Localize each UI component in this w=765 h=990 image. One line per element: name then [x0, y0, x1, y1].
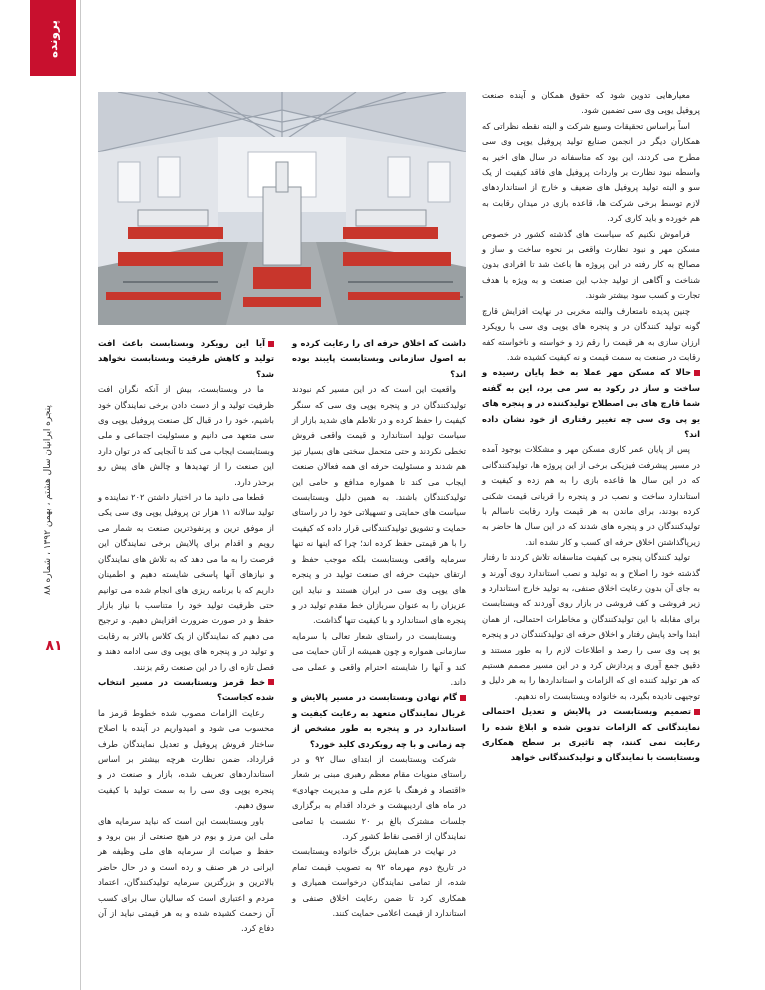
question-text: آیا این رویکرد وبستابست باعث افت تولید و کاهش ظرفیت وبستابست نخواهد شد؟ [98, 338, 274, 379]
interview-question [98, 675, 274, 706]
question-text: گام نهادن وبستابست در مسیر پالایش و غربال نمایندگان متعهد به رعایت کیفیت و استاندارد در و پنجره به طور مشخص از چه زمانی و با چه رویکردی کلید خورد؟ [292, 692, 466, 749]
paragraph: پس از پایان عمر کاری مسکن مهر و مشکلات بوجود آمده در مسیر پیشرفت فیزیکی برخی از این پروژه ها، تولیدکنندگانی که در این سال ها قاعده بازی را به هم زده و کیفیت و استاندارد ساخت و نصب در و پنجره را قربانی قیمت شکنی کرده بودند، برای ماندن به هر قیمت وارد رقابت ناسالم با تولیدکنندگان در و پنجره های شدند که در این سال ها حاضر به زیرپاگذاشتن اخلاق حرفه ای کسب و کار نشده اند. [482, 444, 700, 547]
paragraph: قطعا می دانید ما در اختیار داشتن ۲۰۲ نماینده و تولید سالانه ۱۱ هزار تن پروفیل یوپی وی سی یکی از موفق ترین و پرنفوذترین صنعت به شمار می رویم و اقدام برای پالایش برخی نمایندگان این فرصت را به ما می دهد که به تلاش های نمایندگان و نیازهای آنها پاسخی شایسته دهیم و اطمینان داریم که با برنامه ریزی های انجام شده می توانیم حتی ظرفیت تولید خود را متناسب با نیاز بازار حفظ و در صورت ضرورت افزایش دهیم. و ترجیح می دهیم که نمایندگان از یک کلاس بالاتر به رقابت و تولید در و پنجره های یوپی وی سی ادامه دهند و فصل تازه ای را در این صنعت رقم بزنند. [98, 492, 275, 672]
question-text: حالا که مسکن مهر عملا به خط پایان رسیده و ساخت و ساز در رکود به سر می برد، این به گفته شما قارچ های بی اصطلاح تولیدکننده در و پنجره های یو پی وی سی چه تغییر رفتاری از خود نشان داده اند؟ [482, 367, 700, 439]
paragraph: فراموش نکنیم که سیاست های گذشته کشور در خصوص مسکن مهر و نبود نظارت واقعی بر نحوه ساخت و ساز و مصالح به کار رفته در این پروژه ها باعث شد تا افرادی بدون شناخت و آگاهی از تولید جذب این صنعت و به ویژه با هدف تجارت و کسب سود بیشتر شوند. [482, 228, 700, 301]
paragraph: اساً براساس تحقیقات وسیع شرکت و البته نقطه نظراتی که همکاران دیگر در انجمن صنایع تولید پروفیل یوپی وی سی مطرح می کردند، این بود که متاسفانه در سال های اخیر به واسطه نبود نظارت بر واردات پروفیل های فاقد کیفیت از یک سو و البته تولید پروفیل های ضعیف و خارج از استانداردهای لازم توسط برخی شرکت ها، قاعده بازی در میدان رقابت به هم خورده و باید کاری کرد. [482, 120, 700, 224]
section-tab-label: پرونده [46, 20, 60, 58]
question-bullet-icon [694, 709, 700, 715]
paragraph: تولید کنندگان پنجره بی کیفیت متاسفانه تلاش کردند تا رفتار گذشته خود را اصلاح و به تولید و نصب استاندارد روی آورند و به جای آن بدون رعایت اخلاق صنفی، به تولید خارج استاندارد و زیر فروشی و کف فروشی در بازار روی آوردند که وبستابست برای مقابله با این تولیدکنندگان و مخاطرات احتمالی، از همان ابتدا واحد پایش رفتار و اخلاق حرفه ای تولیدکنندگان در و پنجره یو پی وی سی را رصد و اطلاعات لازم را به طور مستند و دقیق جمع آوری و پردازش کرد و در این مسیر مصمم هستیم که هر تولید کننده ای که الزامات و استانداردها را به هر دلیل و توجیهی نادیده بگیرد، به خانواده وبستابست راه ندهیم. [482, 552, 700, 701]
margin-rule [80, 0, 81, 990]
paragraph: ما در وبستابست، بیش از آنکه نگران افت ظرفیت تولید و از دست دادن برخی نمایندگان خود باشیم، خود را در قبال کل صنعت پروفیل یوپی وی سی متعهد می دانیم و مسئولیت اجتماعی و ملی وبستابست ایجاب می کند تا آنجایی که در توان دارد این صنعت را از تهدیدها و چالش های پیش رو برحذر دارد. [98, 384, 274, 487]
interview-question [482, 704, 700, 766]
paragraph: واقعیت این است که در این مسیر کم نبودند تولیدکنندگان در و پنجره یوپی وی سی که سنگر کیفیت را حفظ کرده و در تلاطم های شدید بازار از سیاست تولید استاندارد و قیمت واقعی فروش تخطی نکردند و حتی متحمل سختی های بسیار تیز هم شدند و مسئولیت حرفه ای همه فعالان صنعت ایجاب می کند تا همواره مدافع و حامی این تولیدکنندگان باشند. به همین دلیل وبستابست سیاست های حمایتی و تسهیلاتی خود را در راستای حمایت و تشویق تولیدکنندگانی قرار داده که کیفیت را با هر قیمتی حفظ کرده اند؛ چرا که اینها نه تنها سرمایه واقعی وبستابست بلکه موجب حفظ و ارتقای حیثیت حرفه ای صنعت تولید در و پنجره های یوپی وی سی در ایران هستند و نباید این عزیزان را به عنوان سربازان خط مقدم تولید در و پنجره های استاندارد و با کیفیت تنها گذاشت. [292, 384, 466, 626]
factory-photo-illustration [98, 92, 466, 325]
interview-question: داشت که اخلاق حرفه ای را رعایت کرده و به اصول سازمانی وبستابست پایبند بوده اند؟ [292, 338, 466, 379]
issue-info: پنجره ایرانیان سال هشتم ، بهمن ۱۳۹۲ ، شماره ۸۸ [43, 405, 53, 595]
interview-question [292, 690, 466, 752]
paragraph: شرکت وبستابست از ابتدای سال ۹۲ و در راستای منویات مقام معظم رهبری مبنی بر شعار «اقتصاد و فرهنگ با عزم ملی و مدیریت جهادی» در ماه های اردیبهشت و خرداد اقدام به برگزاری جلسات مشترک بالغ بر ۲۰ نشست با تمامی نمایندگان از اقصی نقاط کشور کرد. [292, 753, 466, 841]
question-bullet-icon [268, 341, 274, 347]
text-column-right [482, 88, 700, 766]
interview-question [482, 365, 700, 442]
page-number: ۸۱ [45, 638, 63, 654]
text-column-middle [292, 336, 466, 921]
paragraph: معیارهایی تدوین شود که حقوق همکان و آینده صنعت پروفیل یوپی وی سی تضمین شود. [482, 90, 700, 116]
paragraph: در نهایت در همایش بزرگ خانواده وبستابست در تاریخ دوم مهرماه ۹۲ به تصویب قیمت تمام شده، از تمامی نمایندگان درخواست همیاری و همکاری کرد تا ضمن رعایت اخلاق صنفی و استاندارد از قیمت اعلامی حمایت کنند. [292, 846, 466, 919]
question-text: خط قرمز وبستابست در مسیر انتخاب شده کجاست؟ [98, 676, 274, 703]
paragraph: رعایت الزامات مصوب شده خطوط قرمز ما محسوب می شود و امیدواریم در آینده با اصلاح ساختار فروش پروفیل و تعدیل نمایندگان طرف قرارداد، ضمن نظارت هرچه بیشتر بر اساس استانداردهای تعریف شده، بازار و صنعت در و پنجره یوپی وی سی را به سمت تولید با کیفیت سوق دهیم. [98, 707, 274, 811]
paragraph: وبستابست در راستای شعار تعالی با سرمایه سازمانی همواره و چون همیشه از آنان حمایت می کند و آنها را شایسته احترام واقعی و عملی می داند. [292, 630, 466, 687]
paragraph: باور وبستابست این است که نباید سرمایه های ملی این مرز و بوم در هیچ صنعتی از بین برود و حفظ و صیانت از سرمایه های ملی وظیفه هر ایرانی در هر صنف و رده است و در حال حاضر بالاترین و بزرگترین سرمایه تولیدکنندگان، اعتماد مردم و اعتباری است که سالیان سال برای کسب آن زحمت کشیده شده و به هر قیمتی نباید از آن دفاع کرد. [98, 815, 274, 934]
factory-photo [98, 92, 466, 325]
question-bullet-icon [694, 370, 700, 376]
text-column-left [98, 336, 274, 937]
question-bullet-icon [460, 695, 466, 701]
paragraph: چنین پدیده نامتعارف والبته مخربی در نهایت افزایش قارچ گونه تولید کنندگان در و پنجره های یوپی وی سی با رویکرد ارزان سازی به هر قیمت را رقم زد و خواسته و ناخواسته کفه رقابت در صنعت به سمت قیمت و نه کیفیت کشیده شد. [482, 305, 700, 362]
interview-question [98, 336, 274, 382]
question-text: تصمیم وبستابست در پالایش و تعدیل احتمالی نمایندگانی که الزامات تدوین شده و ابلاغ شده را رعایت نمی کنند، چه تاثیری بر سطح همکاری وبستابست با نمایندگان و تولیدکنندگانی خواهد [482, 706, 700, 763]
question-bullet-icon [268, 679, 274, 685]
